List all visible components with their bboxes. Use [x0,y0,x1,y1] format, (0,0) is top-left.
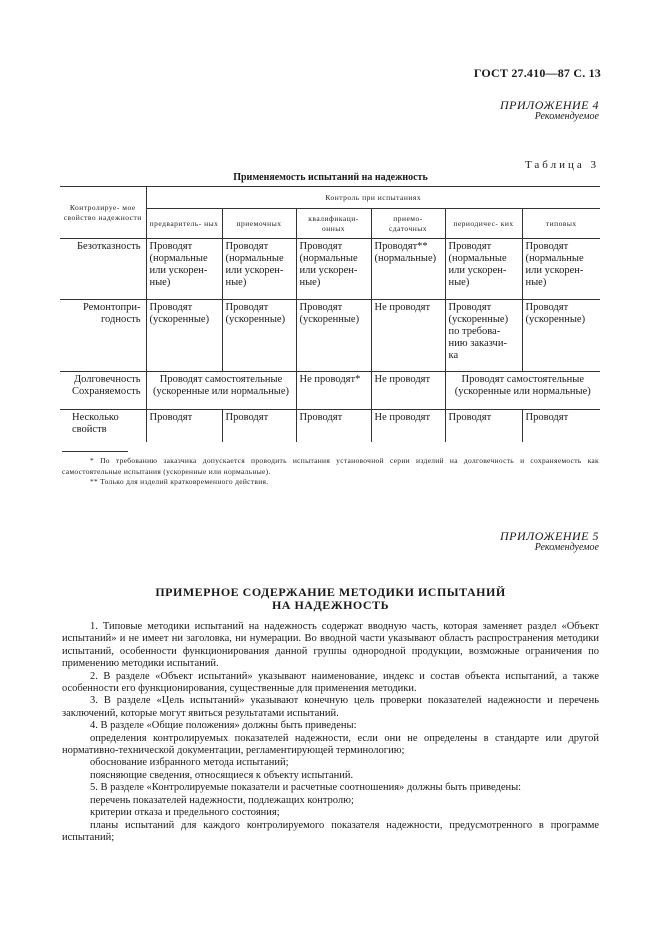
merged-cell: Проводят самостоятельные (ускоренные или нормальные) [146,372,296,410]
column-header: квалификаци- онных [296,209,371,239]
table-cell: Проводят (ускоренные) [146,300,222,372]
table-title: Применяемость испытаний на надежность [233,172,428,183]
table-cell: Проводят [222,410,296,442]
table-row [60,300,600,372]
table-cell: Проводят (нормальные или ускорен- ные) [445,239,522,300]
paragraph: планы испытаний для каждого контролируемого показателя надежности, предусмотренного в программе испытаний; [62,819,599,843]
table-cell: Проводят (нормальные или ускорен- ные) [222,239,296,300]
section-title [0,586,661,612]
table-cell: Проводят (нормальные или ускорен- ные) [146,239,222,300]
column-header: приемочных [222,209,296,239]
paragraph: 2. В разделе «Объект испытаний» указывают наименование, индекс и состав объекта испытаний, а также особенности его функционирования, существенные для применения методики. [62,670,599,695]
section-body [62,621,599,844]
merged-cell: Проводят самостоятельные (ускоренные или нормальные) [445,372,600,410]
table-cell: Проводят (ускоренные) [222,300,296,372]
row-label-line: Долговечность [73,374,141,385]
row-label: Ремонтопри- годность [60,300,146,372]
footnote: * По требованию заказчика допускается проводить испытания установочной серии изделий на долговечность и сохраняемость как самостоятельные испытания (ускоренные или нормальные). [62,456,599,476]
footnote-divider [62,451,128,452]
table-cell: Не проводят [371,300,445,372]
footnote: ** Только для изделий кратковременного действия. [90,477,269,486]
table-cell: Не проводят* [296,372,371,410]
table-cell: Проводят [296,410,371,442]
table-cell: Не проводят [371,372,445,410]
appendix-5-subtitle: Рекомендуемое [534,542,599,553]
row-label-line: Сохраняемость [72,386,141,397]
section-title-line: ПРИМЕРНОЕ СОДЕРЖАНИЕ МЕТОДИКИ ИСПЫТАНИЙ [155,585,506,599]
appendix-5-title: ПРИЛОЖЕНИЕ 5 [500,529,599,543]
page-header: ГОСТ 27.410—87 С. 13 [473,66,601,80]
column-header: типовых [522,209,600,239]
table-cell: Проводят (ускоренные) [296,300,371,372]
paragraph: обоснование избранного метода испытаний; [90,757,289,769]
paragraph: 4. В разделе «Общие положения» должны быть приведены: [90,720,357,732]
paragraph: 1. Типовые методики испытаний на надежность содержат вводную часть, которая заменяет раздел «Объект испытаний» и не имеет ни заголовка, ни нумерации. Во вводной части указывают область распространения методики испытаний, особенности функционирования данной группы однородной продукции, возможные ограничения по применению методики испытаний. [62,621,599,670]
table-cell: Не проводят [371,410,445,442]
column-header: приемо- сдаточных [371,209,445,239]
table-cell: Проводят (ускоренные) [522,300,600,372]
reliability-tests-table [60,186,600,442]
section-title-line: НА НАДЕЖНОСТЬ [271,598,390,612]
table-cell: Проводят [522,410,600,442]
group-header: Контроль при испытаниях [146,187,600,209]
row-label: Безотказность [60,239,146,300]
footnotes [62,456,599,488]
table-cell: Проводят [445,410,522,442]
paragraph: поясняющие сведения, относящиеся к объекту испытаний. [90,769,354,781]
paragraph: перечень показателей надежности, подлежащих контролю; [90,794,354,806]
table-cell: Проводят (ускоренные) по требова- нию заказчи- ка [445,300,522,372]
appendix-4-title: ПРИЛОЖЕНИЕ 4 [500,98,599,112]
paragraph: 5. В разделе «Контролируемые показатели и расчетные соотношения» должны быть приведены: [90,782,522,794]
column-header: периодичес- ких [445,209,522,239]
row-label: Несколько свойств [72,412,119,435]
table-cell: Проводят (нормальные или ускорен- ные) [522,239,600,300]
row-label [60,372,146,410]
paragraph: определения контролируемых показателей надежности, если они не определены в стандарте или другой нормативно-технической документации, регламентирующей терминологию; [62,732,599,757]
table-cell: Проводят (нормальные или ускорен- ные) [296,239,371,300]
paragraph: критерии отказа и предельного состояния; [90,807,280,819]
table-cell: Проводят** (нормальные) [371,239,445,300]
appendix-4-subtitle: Рекомендуемое [534,111,599,122]
table-cell: Проводят [146,410,222,442]
table-row [60,372,600,410]
table-label: Таблица 3 [524,159,599,171]
column-header: предваритель- ных [146,209,222,239]
table-row [60,410,600,442]
corner-header: Контролируе- мое свойство надежности [60,187,146,239]
table-row [60,239,600,300]
paragraph: 3. В разделе «Цель испытаний» указывают конечную цель проверки показателей надежности и перечень заключений, которые могут явиться результатами испытаний. [62,695,599,719]
